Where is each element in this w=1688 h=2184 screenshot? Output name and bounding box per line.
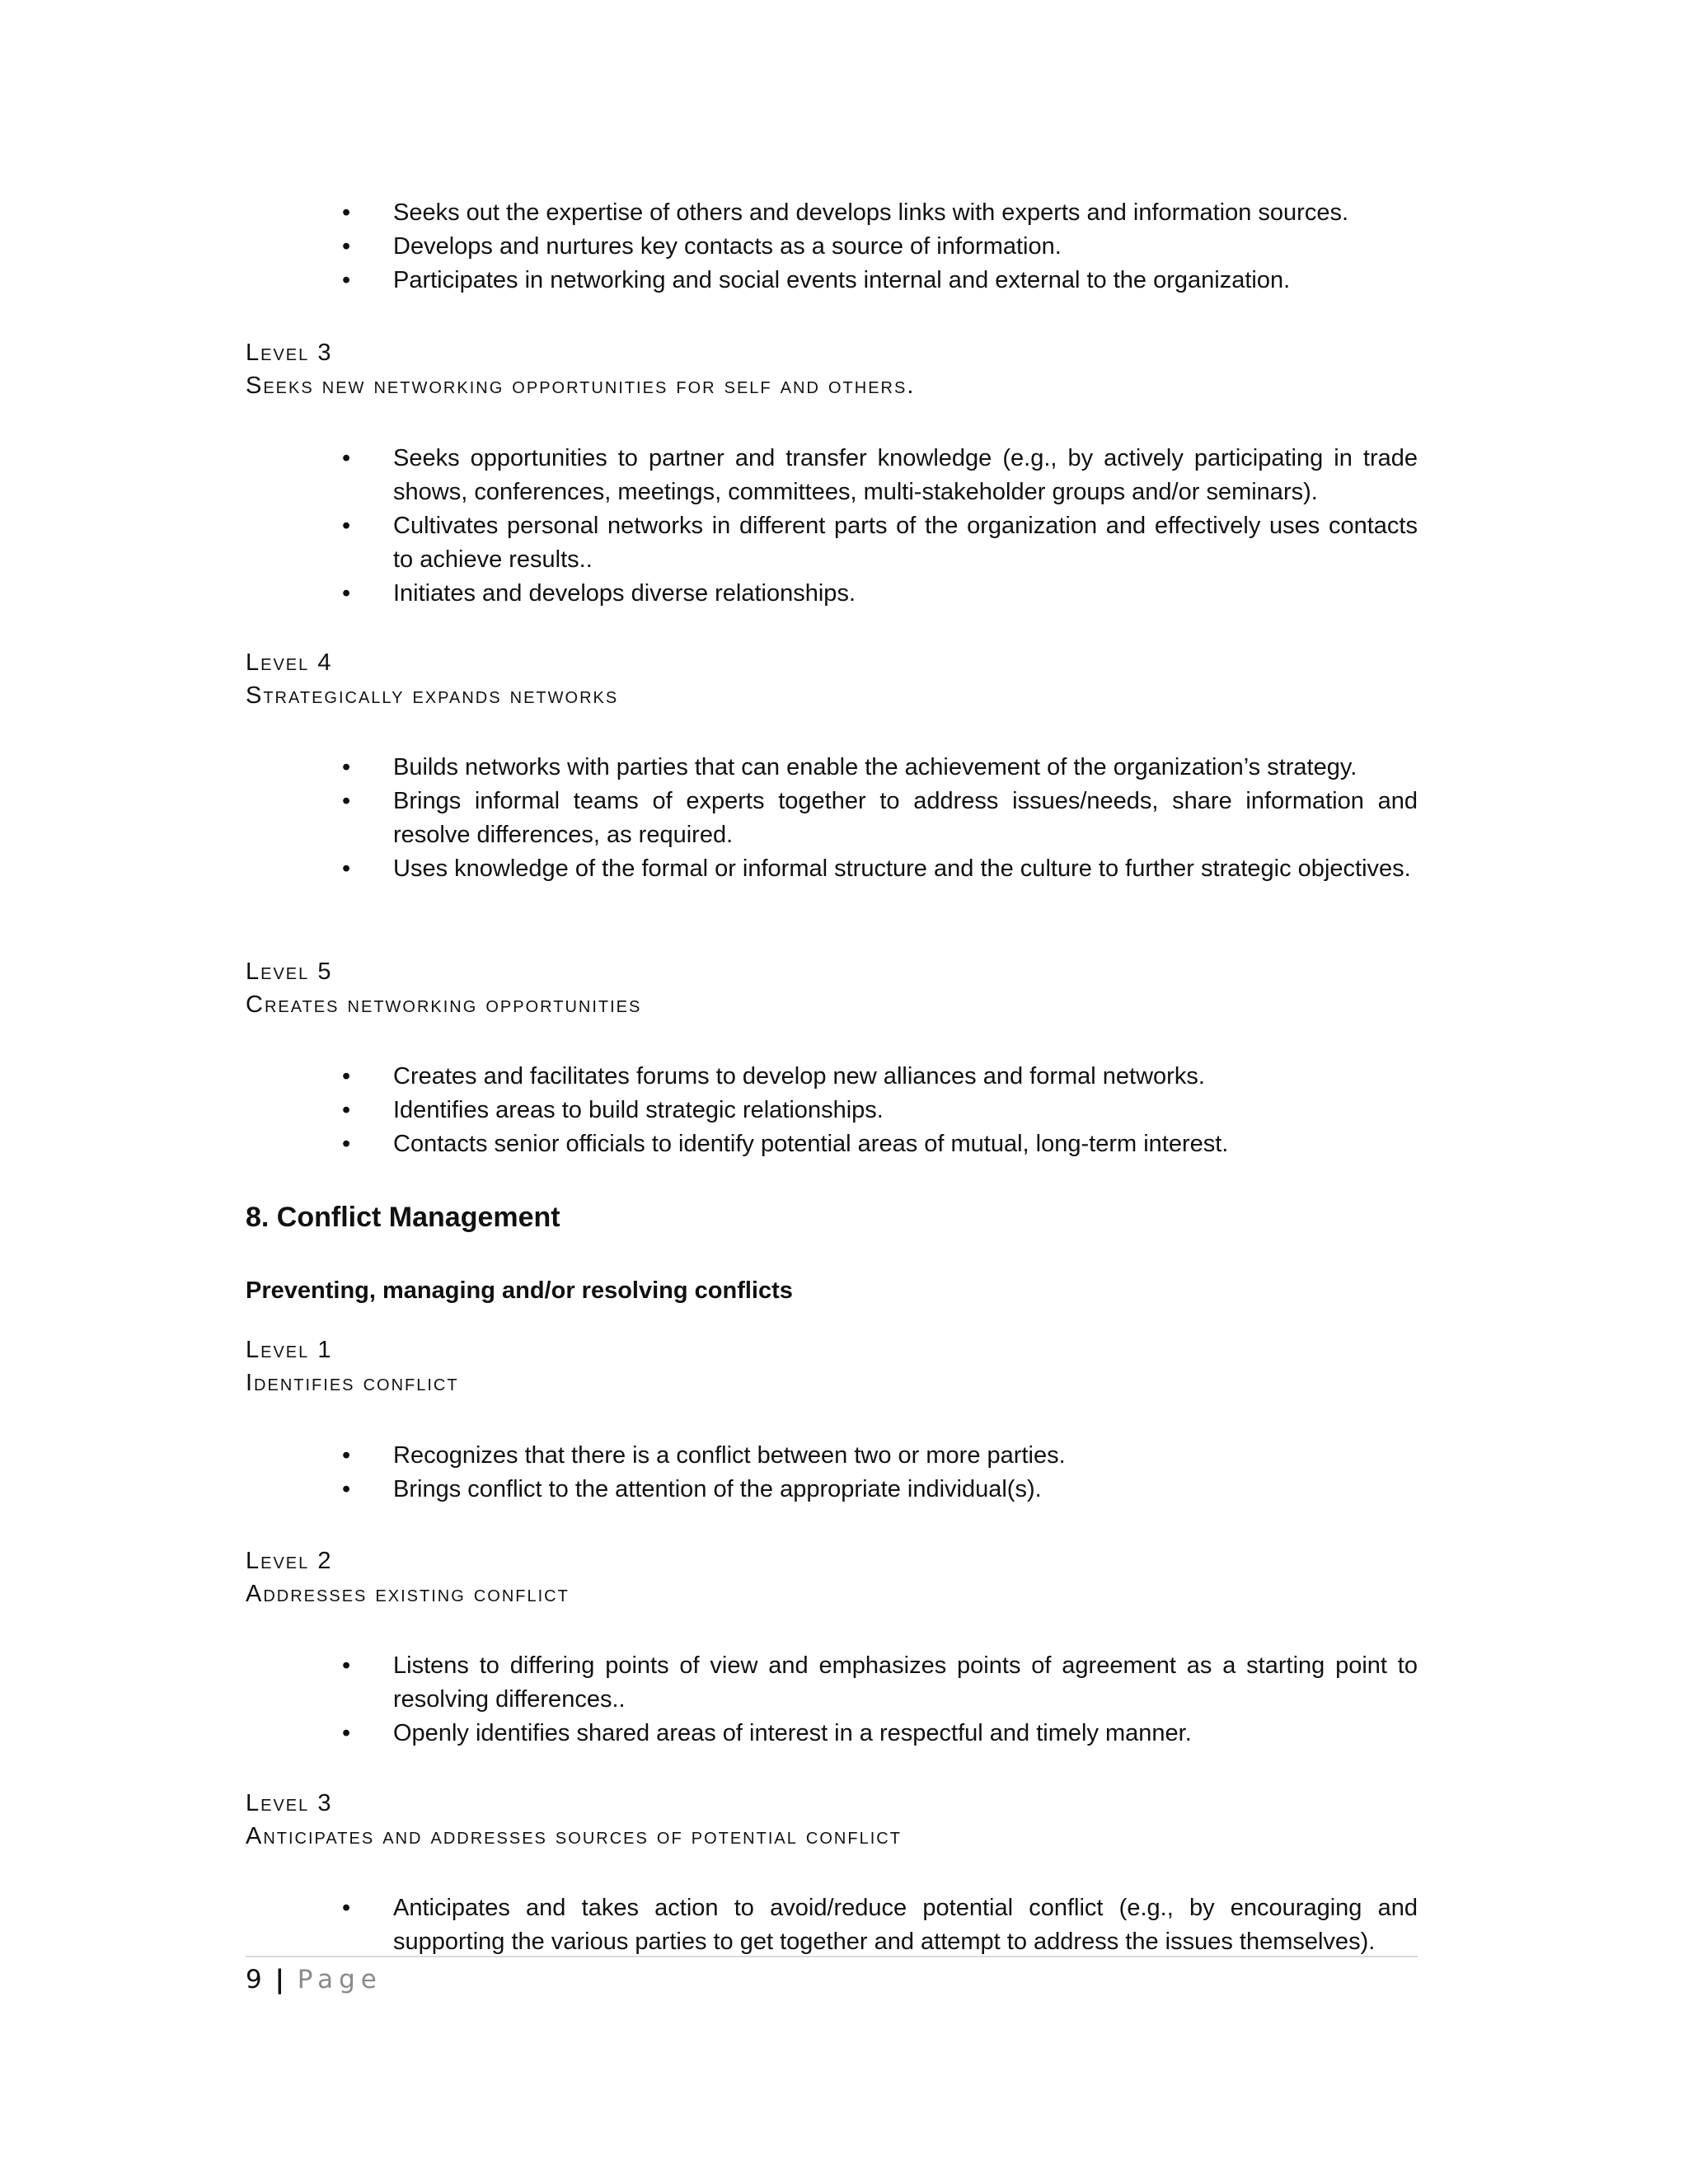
list-item [342, 1717, 1418, 1750]
bullet-list [342, 751, 1418, 886]
bullet-icon: • [342, 233, 351, 260]
list-item-text: Builds networks with parties that can enable the achievement of the organization’s strategy. [393, 754, 1357, 780]
bullet-icon: • [342, 855, 351, 882]
bullet-icon: • [342, 1131, 351, 1157]
list-item-text: Seeks out the expertise of others and develops links with experts and information sources. [393, 199, 1349, 226]
level-heading: Level 3 [246, 1790, 333, 1816]
list-item [342, 751, 1418, 785]
list-item [342, 1127, 1418, 1161]
page-footer [246, 1963, 382, 1996]
bullet-icon: • [342, 1895, 351, 1921]
bullet-list [342, 1439, 1418, 1507]
list-item-text: Seeks opportunities to partner and transfer knowledge (e.g., by actively participating in trade shows, conferences, meetings, committees, multi-stakeholder groups and/or seminars). [393, 445, 1418, 505]
bullet-icon: • [342, 754, 351, 780]
list-item [342, 196, 1418, 230]
page-label: Page [297, 1965, 382, 1994]
list-item-text: Contacts senior officials to identify potential areas of mutual, long-term interest. [393, 1131, 1229, 1157]
level-description: Anticipates and addresses sources of potential conflict [246, 1823, 902, 1849]
level-heading: Level 4 [246, 649, 333, 676]
list-item [342, 230, 1418, 264]
level-heading: Level 1 [246, 1337, 333, 1363]
list-item [342, 1649, 1418, 1717]
list-item [342, 264, 1418, 298]
level-description: Addresses existing conflict [246, 1581, 570, 1607]
bullet-icon: • [342, 199, 351, 226]
footer-divider [246, 1956, 1418, 1957]
bullet-icon: • [342, 513, 351, 539]
level-description: Creates networking opportunities [246, 991, 642, 1018]
list-item [342, 1439, 1418, 1473]
list-item-text: Recognizes that there is a conflict between two or more parties. [393, 1442, 1066, 1469]
section-title: 8. Conflict Management [246, 1202, 560, 1233]
bullet-list [342, 196, 1418, 298]
list-item-text: Uses knowledge of the formal or informal structure and the culture to further strategic objectives. [393, 855, 1411, 882]
list-item-text: Creates and facilitates forums to develop new alliances and formal networks. [393, 1063, 1205, 1090]
list-item [342, 577, 1418, 611]
bullet-list [342, 1891, 1418, 1959]
list-item [342, 852, 1418, 886]
bullet-icon: • [342, 1476, 351, 1502]
bullet-list [342, 1060, 1418, 1161]
bullet-icon: • [342, 1442, 351, 1469]
bullet-list [342, 1649, 1418, 1750]
level-description: Seeks new networking opportunities for self and others. [246, 373, 916, 399]
level-heading: Level 3 [246, 340, 333, 366]
bullet-icon: • [342, 267, 351, 293]
list-item-text: Openly identifies shared areas of interest in a respectful and timely manner. [393, 1720, 1192, 1746]
list-item-text: Cultivates personal networks in different parts of the organization and effectively uses contacts to achieve results.. [393, 513, 1418, 573]
bullet-icon: • [342, 580, 351, 607]
level-description: Identifies conflict [246, 1370, 459, 1396]
list-item [342, 1891, 1418, 1959]
list-item [342, 1060, 1418, 1094]
list-item [342, 1473, 1418, 1507]
level-heading: Level 5 [246, 958, 333, 985]
list-item [342, 442, 1418, 509]
list-item [342, 785, 1418, 852]
level-heading: Level 2 [246, 1548, 333, 1574]
list-item-text: Identifies areas to build strategic relationships. [393, 1097, 884, 1123]
bullet-icon: • [342, 1097, 351, 1123]
bullet-icon: • [342, 788, 351, 814]
list-item-text: Initiates and develops diverse relationships. [393, 580, 856, 607]
bullet-icon: • [342, 445, 351, 471]
bullet-icon: • [342, 1720, 351, 1746]
list-item-text: Develops and nurtures key contacts as a source of information. [393, 233, 1062, 260]
list-item-text: Brings conflict to the attention of the appropriate individual(s). [393, 1476, 1042, 1502]
list-item-text: Listens to differing points of view and emphasizes points of agreement as a starting point to resolving differences.. [393, 1652, 1418, 1713]
list-item-text: Participates in networking and social events internal and external to the organization. [393, 267, 1291, 293]
bullet-icon: • [342, 1652, 351, 1679]
section-subtitle: Preventing, managing and/or resolving conflicts [246, 1277, 793, 1304]
level-description: Strategically expands networks [246, 682, 619, 709]
footer-separator: | [274, 1965, 284, 1994]
list-item-text: Anticipates and takes action to avoid/reduce potential conflict (e.g., by encouraging and supporting the various parties to get together and attempt to address the issues themselves). [393, 1895, 1418, 1955]
bullet-list [342, 442, 1418, 611]
page-number: 9 [246, 1965, 262, 1994]
list-item [342, 509, 1418, 577]
list-item [342, 1094, 1418, 1127]
list-item-text: Brings informal teams of experts together to address issues/needs, share information and resolve differences, as required. [393, 788, 1418, 848]
bullet-icon: • [342, 1063, 351, 1090]
